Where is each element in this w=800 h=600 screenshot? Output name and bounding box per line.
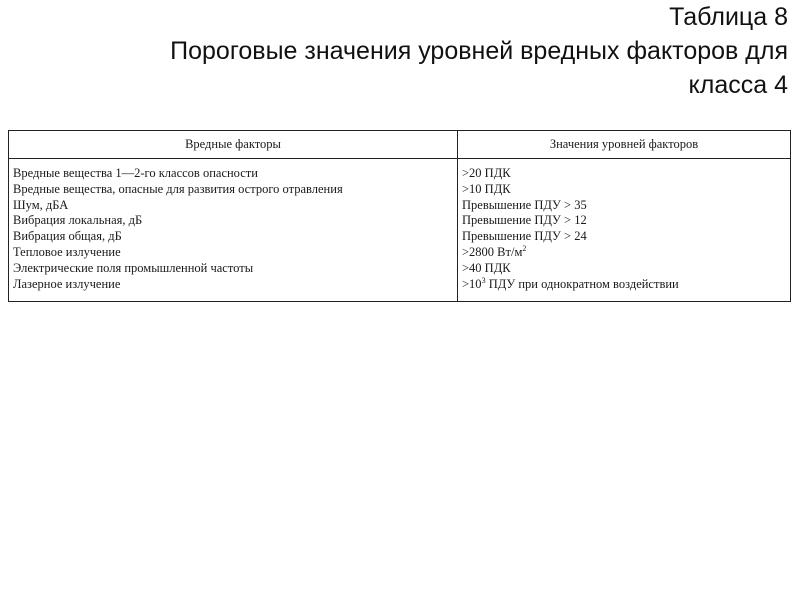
factor-item: Электрические поля промышленной частоты — [13, 260, 254, 275]
table-body-row — [9, 159, 790, 301]
value-item: Превышение ПДУ > 35 — [462, 197, 587, 212]
title-line-2: Пороговые значения уровней вредных факторов для — [170, 37, 788, 65]
value-item: >20 ПДК — [462, 166, 511, 180]
table-header-row — [9, 131, 790, 159]
factor-item: Вибрация локальная, дБ — [13, 213, 143, 228]
value-text: >10 — [462, 276, 482, 291]
value-superscript: 3 — [481, 275, 486, 285]
values-column — [458, 159, 790, 301]
value-item: >10 ПДК — [462, 181, 511, 196]
threshold-table — [8, 130, 791, 302]
factor-item: Шум, дБА — [13, 197, 69, 212]
value-superscript: 2 — [522, 243, 527, 253]
header-factor-levels: Значения уровней факторов — [549, 137, 699, 151]
factor-item: Тепловое излучение — [13, 244, 121, 259]
slide-title — [8, 0, 788, 102]
value-item: Превышение ПДУ > 24 — [462, 229, 587, 244]
value-item: >40 ПДК — [462, 260, 511, 275]
value-tail: ПДУ при однократном воздействии — [485, 276, 679, 291]
factors-column — [9, 159, 458, 301]
factor-item: Вредные вещества 1—2-го классов опасности — [13, 166, 258, 180]
title-line-3: класса 4 — [688, 71, 788, 99]
header-harmful-factors: Вредные факторы — [9, 131, 458, 158]
value-item: Превышение ПДУ > 12 — [462, 213, 587, 228]
factor-item: Лазерное излучение — [13, 276, 121, 291]
title-line-1: Таблица 8 — [669, 3, 788, 31]
value-text: >2800 Вт/м — [462, 244, 523, 259]
value-item — [462, 277, 790, 293]
factor-item: Вибрация общая, дБ — [13, 229, 122, 244]
value-item — [462, 245, 790, 261]
factor-item: Вредные вещества, опасные для развития острого отравления — [13, 181, 343, 196]
